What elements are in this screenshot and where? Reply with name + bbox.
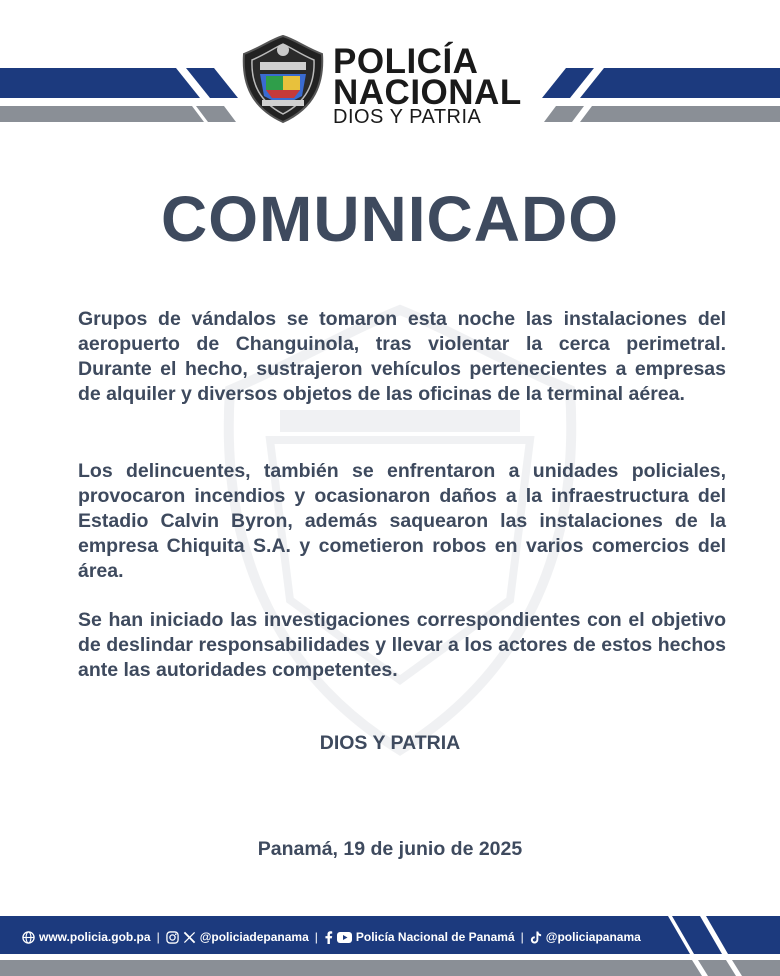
tiktok-handle: @policiapanama: [545, 930, 641, 944]
closing-motto: DIOS Y PATRIA: [319, 732, 461, 754]
globe-icon: [22, 931, 35, 944]
brand-name-line2: NACIONAL: [333, 73, 522, 112]
x-icon: [183, 931, 196, 944]
brand-name-line1: POLICÍA: [333, 42, 479, 81]
youtube-icon: [337, 932, 352, 943]
footer-instagram-x[interactable]: [166, 930, 309, 944]
brand-motto: DIOS Y PATRIA: [333, 106, 482, 128]
paragraph-3: Se han iniciado las investigaciones correspondientes con el objetivo de deslindar responsabilidades y llevar a los actores de estos hechos ante las autoridades competentes.: [78, 609, 726, 681]
footer-contacts: [22, 922, 641, 952]
website-text: www.policia.gob.pa: [39, 930, 151, 944]
tiktok-icon: [530, 931, 542, 944]
police-badge-logo: [236, 32, 330, 126]
footer-separator: |: [520, 930, 524, 944]
paragraph-2: Los delincuentes, también se enfrentaron a unidades policiales, provocaron incendios y ocasionaron daños a la infraestructura del Estadio Calvin Byron, además saquearon las instalaciones de la empresa Chiquita S.A. y cometieron robos en varios comercios del área.: [78, 460, 726, 582]
paragraph-1: Grupos de vándalos se tomaron esta noche las instalaciones del aeropuerto de Changuinola, tras violentar la cerca perimetral. Durante el hecho, sustrajeron vehículos pertenecientes a empresas de alquiler y diversos objetos de las oficinas de la terminal aérea.: [78, 308, 726, 405]
footer-facebook-youtube[interactable]: [324, 930, 515, 944]
document-date: Panamá, 19 de junio de 2025: [257, 838, 523, 860]
footer-website[interactable]: [22, 930, 151, 944]
facebook-icon: [324, 931, 333, 944]
document-title: COMUNICADO: [161, 183, 619, 255]
facebook-youtube-name: Policía Nacional de Panamá: [355, 930, 515, 944]
instagram-x-handle: @policiadepanama: [199, 930, 309, 944]
footer-separator: |: [156, 930, 160, 944]
footer-tiktok[interactable]: [530, 930, 641, 944]
footer-separator: |: [314, 930, 318, 944]
instagram-icon: [166, 931, 179, 944]
